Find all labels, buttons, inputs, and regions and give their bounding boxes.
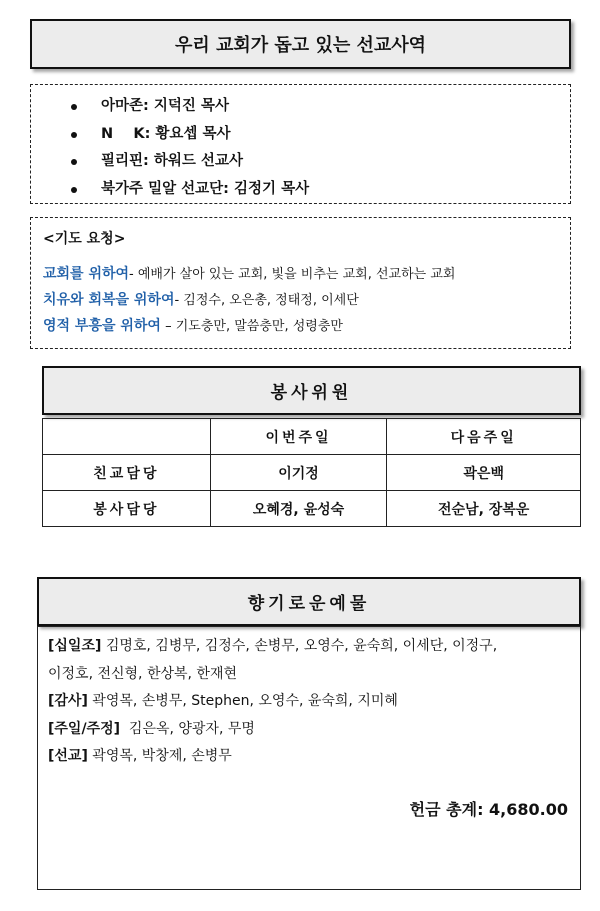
offering-title: 향기로운예물: [37, 577, 581, 626]
mission-list-box: [30, 84, 571, 204]
offering-names: 김은옥, 양광자, 무명: [120, 720, 255, 737]
prayer-key: 교회를 위하여: [43, 266, 130, 282]
bullet-icon: [71, 104, 77, 110]
cash-total-label: 헌금 총계:: [409, 800, 484, 819]
prayer-text: - 예배가 살아 있는 교회, 빛을 비추는 교회, 선교하는 교회: [129, 267, 456, 282]
offering-names: 김명호, 김병무, 김정수, 손병무, 오영수, 윤숙희, 이세단, 이정구,: [101, 638, 498, 654]
cash-total: [410, 797, 568, 820]
cash-total-value: 4,680.00: [489, 800, 568, 819]
row-label: 봉사담당: [43, 491, 211, 527]
prayer-item: [43, 289, 570, 315]
service-title: 봉사위원: [42, 366, 581, 415]
offering-box: [37, 626, 581, 890]
bullet-icon: [71, 132, 77, 138]
mission-title: [30, 19, 571, 69]
table-corner-cell: [43, 419, 211, 455]
table-header-row: [43, 419, 581, 455]
offering-tag: [주일/주정]: [48, 720, 121, 737]
cell-this-week: 이기정: [210, 455, 387, 491]
service-table: [42, 418, 581, 527]
mission-item: N K: 황요셉 목사: [71, 121, 570, 149]
prayer-item: [43, 315, 570, 341]
mission-item: 북가주 밀알 선교단: 김정기 목사: [71, 176, 570, 204]
offering-line: [48, 716, 580, 744]
cell-next-week: 곽은백: [387, 455, 581, 491]
table-row: [43, 491, 581, 527]
offering-names: 곽영목, 손병무, Stephen, 오영수, 윤숙희, 지미혜: [87, 693, 398, 709]
offering-names: 곽영목, 박창제, 손병무: [87, 748, 232, 764]
prayer-key: 영적 부흥을 위하여: [43, 318, 161, 334]
cell-this-week: 오혜경, 윤성숙: [210, 491, 387, 527]
prayer-heading: <기도 요청>: [43, 231, 126, 247]
offering-tag: [십일조]: [48, 638, 102, 654]
prayer-key: 치유와 회복을 위하여: [43, 292, 175, 308]
offering-tag: [선교]: [48, 748, 88, 764]
mission-item: 필리핀: 하워드 선교사: [71, 148, 570, 176]
mission-item: 아마존: 지덕진 목사: [71, 93, 570, 121]
prayer-text: - 김정수, 오은총, 정태정, 이세단: [174, 293, 359, 308]
row-label: 친교담당: [43, 455, 211, 491]
cell-next-week: 전순남, 장복운: [387, 491, 581, 527]
col-next-week: 다음주일: [387, 419, 581, 455]
mission-list: [31, 85, 570, 203]
bullet-icon: [71, 187, 77, 193]
bullet-icon: [71, 159, 77, 165]
prayer-request-box: [30, 217, 571, 349]
offering-line: [48, 661, 580, 689]
col-this-week: 이번주일: [210, 419, 387, 455]
offering-line: [48, 743, 580, 771]
mission-title-text: 우리 교회가 돕고 있는 선교사역: [174, 35, 427, 56]
offering-tag: [감사]: [48, 693, 88, 709]
prayer-text: – 기도충만, 말씀충만, 성령충만: [160, 319, 343, 334]
offering-line: [48, 633, 580, 661]
offering-names: 이정호, 전신형, 한상복, 한재현: [48, 665, 237, 682]
prayer-item: [43, 263, 570, 289]
offering-line: [48, 688, 580, 716]
table-row: [43, 455, 581, 491]
